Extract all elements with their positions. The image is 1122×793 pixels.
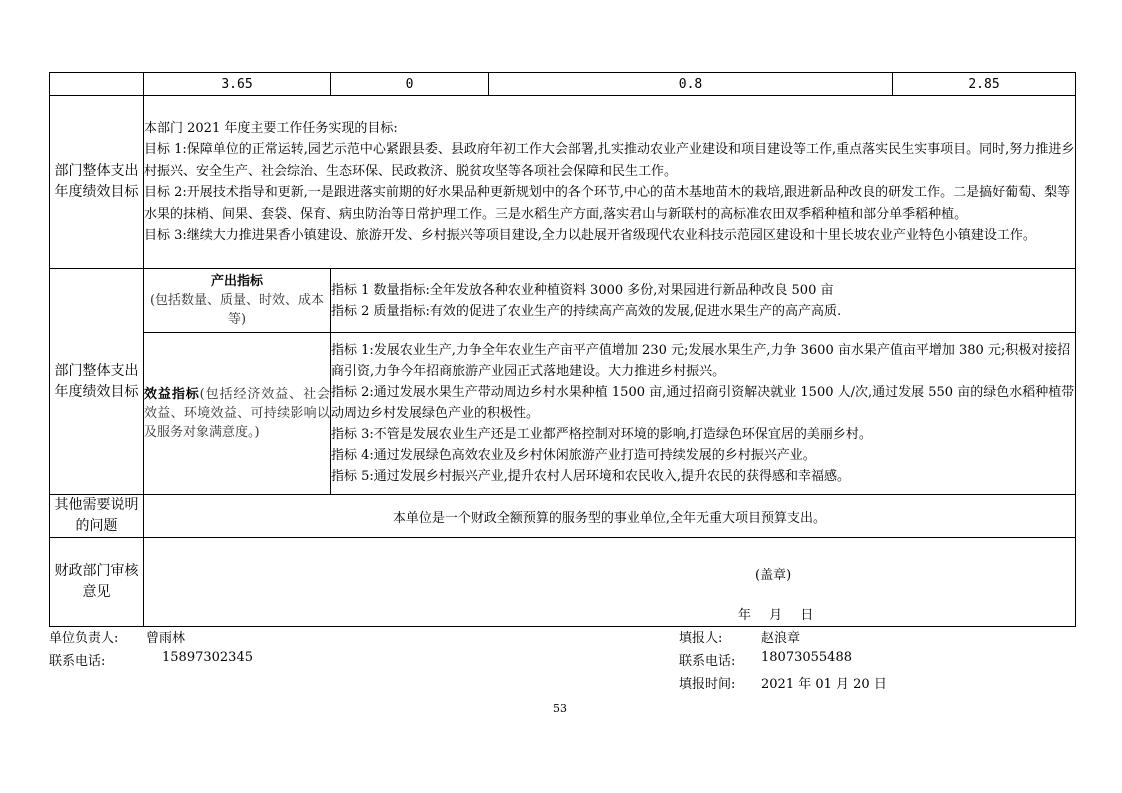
value-cell-4: 2.85 <box>893 73 1076 96</box>
empty-label-cell <box>50 73 144 96</box>
finance-review-content <box>144 538 1076 627</box>
other-issues-text: 本单位是一个财政全额预算的服务型的事业单位,全年无重大项目预算支出。 <box>144 495 1076 538</box>
output-indicator-desc: (包括数量、质量、时效、成本等) <box>149 293 325 327</box>
phone-label-left: 联系电话: <box>49 654 106 669</box>
benefit-indicator-title: 效益指标 <box>144 387 200 402</box>
value-cell-2: 0 <box>331 73 489 96</box>
value-cell-1: 3.65 <box>144 73 331 96</box>
review-date <box>738 604 813 623</box>
filler-name: 赵浪章 <box>761 631 801 646</box>
date-label: 填报时间: <box>679 677 736 692</box>
performance-table <box>49 72 1076 627</box>
output-indicator-content <box>331 269 1076 333</box>
review-month: 月 <box>769 608 783 623</box>
value-cell-3: 0.8 <box>489 73 893 96</box>
output-indicator-label <box>144 269 331 333</box>
other-issues-row <box>50 495 1076 538</box>
goal-1: 目标 1:保障单位的正常运转,园艺示范中心紧跟县委、县政府年初工作大会部署,扎实推动农业产业建设和项目建设等工作,重点落实民生实事项目。同时,努力推进乡村振兴、安全生产、社会综治、生态环保、民政救济、脱贫攻坚等各项社会保障和民生工作。 <box>144 142 1075 179</box>
stamp-placeholder: (盖章) <box>755 568 792 583</box>
finance-review-label: 财政部门审核意见 <box>50 538 144 627</box>
goal-2: 目标 2:开展技术指导和更新,一是跟进落实前期的好水果品种更新规划中的各个环节,中心的苗木基地苗木的栽培,跟进新品种改良的研发工作。二是搞好葡萄、梨等水果的抹梢、间果、套袋、保育、病虫防治等日常护理工作。三是水稻生产方面,落实君山与新联村的高标准农田双季稻种植和部分单季稻种植。 <box>144 185 1071 222</box>
phone-left: 15897302345 <box>162 650 253 665</box>
phone-right: 18073055488 <box>761 650 852 665</box>
output-item-1: 指标 1 数量指标:全年发放各种农业种植资料 3000 多份,对果园进行新品种改良 500 亩 <box>331 282 834 298</box>
page-number: 53 <box>553 702 567 715</box>
benefit-item-3: 指标 3:不管是发展农业生产还是工业都严格控制对环境的影响,打造绿色环保宜居的美丽乡村。 <box>331 427 872 442</box>
benefit-indicator-label <box>144 333 331 495</box>
review-day: 日 <box>800 608 814 623</box>
goals-intro: 本部门 2021 年度主要工作任务实现的目标: <box>144 120 398 136</box>
goals-content <box>144 96 1076 269</box>
benefit-indicator-content <box>331 333 1076 495</box>
benefit-item-2: 指标 2:通过发展水果生产带动周边乡村水果种植 1500 亩,通过招商引资解决就业 1500 人/次,通过发展 550 亩的绿色水稻种植带动周边乡村发展绿色产业的积极性。 <box>331 385 1075 421</box>
benefit-indicator-row <box>50 333 1076 495</box>
leader-name: 曾雨林 <box>146 631 186 646</box>
phone-label-right: 联系电话: <box>679 654 736 669</box>
output-indicator-row <box>50 269 1076 333</box>
benefit-item-1: 指标 1:发展农业生产,力争全年农业生产亩平产值增加 230 元;发展水果生产,力争 3600 亩水果产值亩平增加 380 元;积极对接招商引资,力争今年招商旅游产业园正式落地建设。大力推进乡村振兴。 <box>331 343 1071 379</box>
benefit-item-5: 指标 5:通过发展乡村振兴产业,提升农村人居环境和农民收入,提升农民的获得感和幸福感。 <box>331 469 851 484</box>
other-issues-label: 其他需要说明的问题 <box>50 495 144 538</box>
output-item-2: 指标 2 质量指标:有效的促进了农业生产的持续高产高效的发展,促进水果生产的高产高质. <box>331 303 842 319</box>
benefit-indicator-desc: (包括经济效益、社会效益、环境效益、可持续影响以及服务对象满意度。) <box>144 387 330 440</box>
goal-3: 目标 3:继续大力推进果香小镇建设、旅游开发、乡村振兴等项目建设,全力以赴展开省级现代农业科技示范园区建设和十里长坡农业产业特色小镇建设工作。 <box>144 228 1036 243</box>
leader-label: 单位负责人: <box>49 631 119 646</box>
review-area <box>144 538 1075 626</box>
budget-values-row <box>50 73 1076 96</box>
benefit-item-4: 指标 4:通过发展绿色高效农业及乡村休闲旅游产业打造可持续发展的乡村振兴产业。 <box>331 448 816 463</box>
filler-label: 填报人: <box>679 631 723 646</box>
review-year: 年 <box>738 608 752 623</box>
date-value: 2021 年 01 月 20 日 <box>761 677 887 692</box>
indicators-label: 部门整体支出年度绩效目标 <box>50 269 144 495</box>
goals-label: 部门整体支出年度绩效目标 <box>50 96 144 269</box>
output-indicator-title: 产出指标 <box>210 274 263 289</box>
finance-review-row <box>50 538 1076 627</box>
goals-row <box>50 96 1076 269</box>
